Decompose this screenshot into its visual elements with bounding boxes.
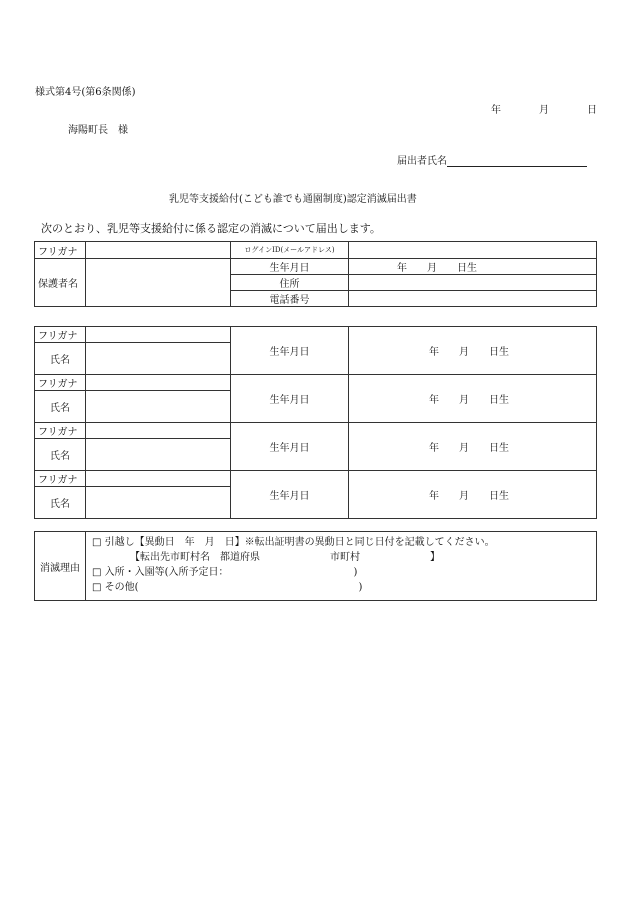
child-name-label: 氏名 [35, 343, 86, 375]
guardian-birth-field[interactable]: 年 月 日生 [349, 259, 597, 275]
applicant-name-row [397, 152, 587, 167]
child-birth-label: 生年月日 [231, 375, 349, 423]
child-furigana-field[interactable] [86, 375, 231, 391]
child-furigana-label: フリガナ [35, 471, 86, 487]
date-day: 日 [587, 105, 597, 116]
login-id-field[interactable] [349, 242, 597, 259]
child-furigana-label: フリガナ [35, 423, 86, 439]
child-name-label: 氏名 [35, 439, 86, 471]
reason-moving-checkbox[interactable]: □ 引越し【異動日 年 月 日】※転出証明書の異動日と同じ日付を記載してください。 [92, 537, 495, 548]
reason-admission-checkbox[interactable]: □ 入所・入園等(入所予定日： ) [92, 567, 358, 578]
reason-options [86, 532, 597, 601]
intro-text: 次のとおり、乳児等支援給付に係る認定の消滅について届出します。 [41, 222, 381, 235]
child-furigana-field[interactable] [86, 423, 231, 439]
child-name-label: 氏名 [35, 487, 86, 519]
guardian-birth-label: 生年月日 [231, 259, 349, 275]
document-title: 乳児等支援給付(こども誰でも通園制度)認定消滅届出書 [169, 194, 417, 205]
child-furigana-field[interactable] [86, 327, 231, 343]
date-year: 年 [491, 105, 501, 116]
child-furigana-field[interactable] [86, 471, 231, 487]
date-month: 月 [539, 105, 549, 116]
reason-label: 消滅理由 [35, 532, 86, 601]
reason-other-checkbox[interactable]: □ その他( ) [92, 582, 363, 593]
applicant-signature-line[interactable] [447, 154, 587, 167]
children-table [34, 326, 597, 519]
child-name-field[interactable] [86, 391, 231, 423]
guardian-phone-label: 電話番号 [231, 291, 349, 307]
child-furigana-label: フリガナ [35, 327, 86, 343]
guardian-furigana-field[interactable] [86, 242, 231, 259]
guardian-phone-field[interactable] [349, 291, 597, 307]
child-name-field[interactable] [86, 439, 231, 471]
child-furigana-label: フリガナ [35, 375, 86, 391]
child-name-field[interactable] [86, 343, 231, 375]
child-birth-field[interactable]: 年 月 日生 [349, 423, 597, 471]
guardian-name-label: 保護者名 [35, 259, 86, 307]
child-name-label: 氏名 [35, 391, 86, 423]
reason-moving-destination: 【転出先市町村名 都道府県 市町村 】 [130, 552, 440, 563]
child-birth-label: 生年月日 [231, 471, 349, 519]
form-number: 様式第4号(第6条関係) [35, 87, 136, 98]
child-birth-field[interactable]: 年 月 日生 [349, 327, 597, 375]
guardian-address-field[interactable] [349, 275, 597, 291]
child-birth-label: 生年月日 [231, 423, 349, 471]
reason-table [34, 531, 597, 601]
child-birth-label: 生年月日 [231, 327, 349, 375]
guardian-name-field[interactable] [86, 259, 231, 307]
applicant-label: 届出者氏名 [397, 156, 447, 167]
addressee: 海陽町長 様 [68, 125, 128, 136]
child-name-field[interactable] [86, 487, 231, 519]
guardian-address-label: 住所 [231, 275, 349, 291]
child-birth-field[interactable]: 年 月 日生 [349, 375, 597, 423]
guardian-furigana-label: フリガナ [35, 242, 86, 259]
guardian-table [34, 241, 597, 307]
child-birth-field[interactable]: 年 月 日生 [349, 471, 597, 519]
login-id-label: ログインID(メールアドレス) [231, 242, 349, 259]
